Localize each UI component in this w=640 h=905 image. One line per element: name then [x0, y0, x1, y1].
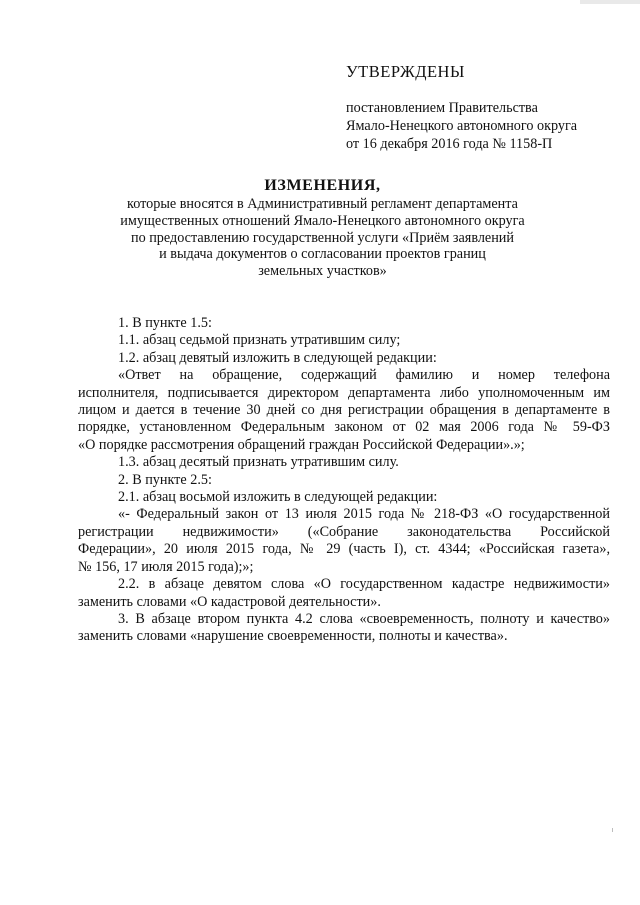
quote-1-line: лицом и дается в течение 30 дней со дня регистрации обращения в департаменте в: [78, 402, 610, 419]
item-1-1: 1.1. абзац седьмой признать утратившим силу;: [118, 332, 401, 349]
item-2: 2. В пункте 2.5:: [118, 471, 212, 488]
quote-1-line: порядке, установленном Федеральным законом от 02 мая 2006 года № 59-ФЗ: [78, 419, 610, 436]
item-2-1: 2.1. абзац восьмой изложить в следующей редакции:: [118, 489, 438, 506]
item-3-line: заменить словами «нарушение своевременности, полноты и качества».: [78, 628, 508, 645]
heading-subtitle-line: и выдача документов о согласовании проектов границ: [159, 246, 486, 263]
approval-block: [346, 62, 626, 153]
approval-line: от 16 декабря 2016 года № 1158-П: [346, 136, 553, 152]
heading-subtitle-line: имущественных отношений Ямало-Ненецкого автономного округа: [120, 212, 525, 229]
item-1-2: 1.2. абзац девятый изложить в следующей редакции:: [118, 349, 437, 366]
quote-1-line: «Ответ на обращение, содержащий фамилию и номер телефона: [118, 367, 610, 384]
item-2-2-line: 2.2. в абзаце девятом слова «О государственном кадастре недвижимости»: [118, 576, 610, 593]
item-1: 1. В пункте 1.5:: [118, 315, 212, 331]
document-body: [78, 315, 610, 646]
heading-subtitle-line: по предоставлению государственной услуги «Приём заявлений: [130, 229, 514, 246]
quote-2-line: № 156, 17 июля 2015 года);»;: [78, 558, 254, 575]
approval-line: Ямало-Ненецкого автономного округа: [346, 118, 578, 134]
heading-subtitle-line: которые вносятся в Административный регламент департамента: [127, 196, 518, 212]
scan-edge-artifact: [580, 0, 640, 4]
quote-1-line: исполнителя, подписывается директором департамента либо уполномоченным им: [78, 384, 610, 401]
heading-subtitle-line: земельных участков»: [258, 263, 387, 280]
quote-2-line: регистрации недвижимости» («Собрание законодательства Российской: [78, 523, 610, 540]
item-2-2-line: заменить словами «О кадастровой деятельности».: [78, 593, 381, 610]
quote-2-line: Федерации», 20 июля 2015 года, № 29 (часть I), ст. 4344; «Российская газета»,: [78, 541, 610, 558]
quote-1-line: «О порядке рассмотрения обращений граждан Российской Федерации».»;: [78, 436, 525, 453]
item-3-line: 3. В абзаце втором пункта 4.2 слова «своевременность, полноту и качество»: [118, 610, 610, 627]
item-1-3: 1.3. абзац десятый признать утратившим силу.: [118, 454, 399, 471]
approval-line: постановлением Правительства: [346, 100, 538, 116]
quote-2-line: «- Федеральный закон от 13 июля 2015 года № 218-ФЗ «О государственной: [118, 506, 610, 523]
scan-speck: [612, 828, 613, 832]
heading-title: ИЗМЕНЕНИЯ,: [264, 177, 381, 194]
approval-title: УТВЕРЖДЕНЫ: [346, 62, 465, 81]
document-heading: [60, 176, 585, 280]
